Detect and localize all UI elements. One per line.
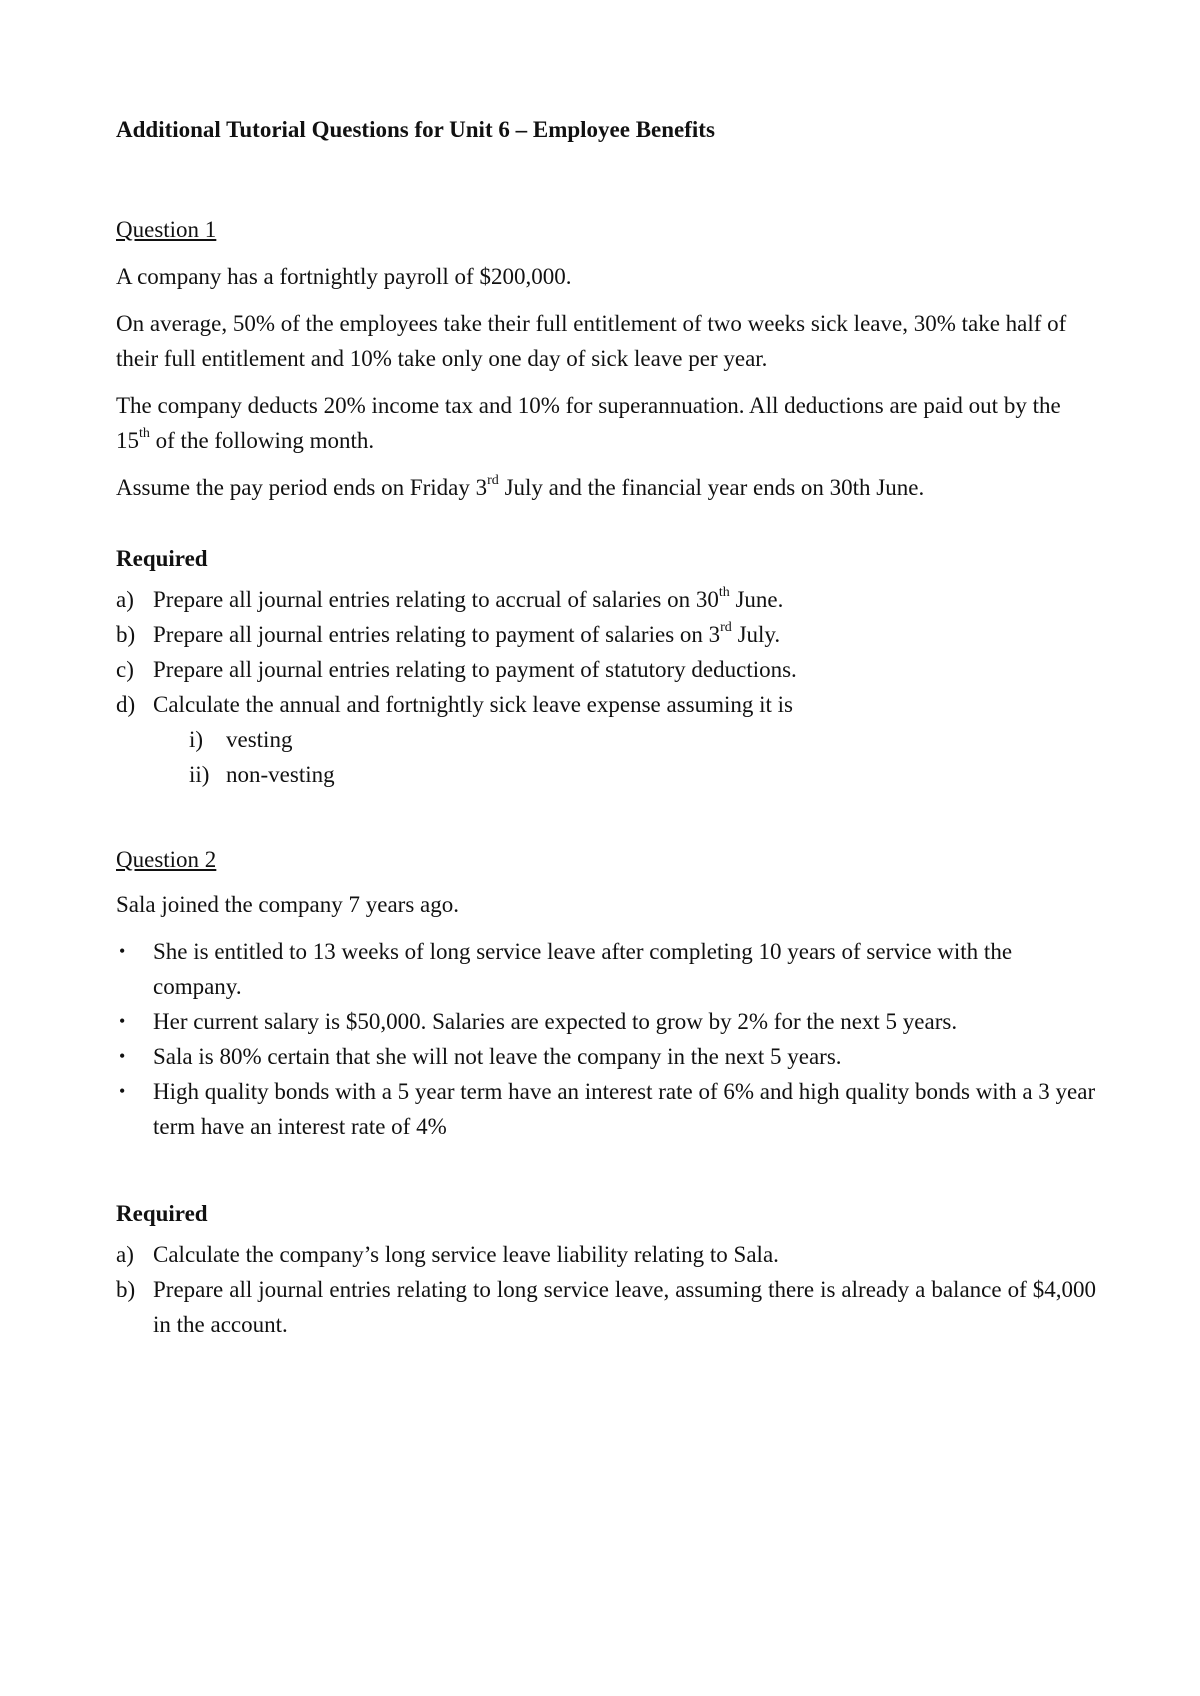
- list-marker: b): [116, 622, 136, 647]
- question-2-heading: Question 2: [116, 847, 217, 872]
- q1-required-heading: Required: [116, 546, 208, 571]
- bullet-marker: •: [119, 1011, 126, 1031]
- q2-bullet-text: Sala is 80% certain that she will not leave the company in the next 5 years.: [153, 1044, 842, 1069]
- q2-intro: Sala joined the company 7 years ago.: [116, 892, 459, 917]
- q2-required-item-a: [116, 1237, 1096, 1272]
- q1-pay-period-text-a: Assume the pay period ends on Friday 3: [116, 475, 488, 500]
- q2-bullet-list: [116, 934, 1096, 1144]
- q2-required-item-b: [116, 1272, 1096, 1342]
- q1-item-b-sup: rd: [720, 620, 732, 636]
- bullet-marker: •: [119, 1081, 126, 1101]
- q2-bullet-text: High quality bonds with a 5 year term have an interest rate of 6% and high quality bonds with a 3 year term have an interest rate of 4%: [153, 1079, 1096, 1139]
- list-marker: c): [116, 657, 134, 682]
- q1-deductions-text-b: of the following month.: [149, 428, 375, 453]
- q1-item-a-text-b: June.: [729, 587, 784, 612]
- q2-bullet-item: [116, 1004, 1096, 1039]
- q2-bullet-item: [116, 934, 1096, 1004]
- q1-pay-period-sup: rd: [487, 473, 499, 489]
- document-title: Additional Tutorial Questions for Unit 6 – Employee Benefits: [116, 117, 715, 142]
- list-marker: i): [189, 727, 204, 752]
- q2-item-b-text: Prepare all journal entries relating to long service leave, assuming there is already a balance of $4,000 in the account.: [153, 1277, 1096, 1337]
- q1-paragraph-pay-period: [116, 470, 1096, 505]
- q1-subitem-ii-text: non-vesting: [226, 762, 335, 787]
- q2-bullet-text: She is entitled to 13 weeks of long service leave after completing 10 years of service with the company.: [153, 939, 1013, 999]
- list-marker: a): [116, 1242, 134, 1267]
- q1-item-d-sublist: [189, 722, 1096, 792]
- q1-item-d-text: Calculate the annual and fortnightly sick leave expense assuming it is: [153, 692, 793, 717]
- question-1-heading: Question 1: [116, 217, 217, 242]
- q1-item-c-text: Prepare all journal entries relating to payment of statutory deductions.: [153, 657, 797, 682]
- list-marker: b): [116, 1277, 136, 1302]
- bullet-marker: •: [119, 1046, 126, 1066]
- q1-pay-period-text-b: July and the financial year ends on 30th June.: [498, 475, 925, 500]
- q1-required-item-d: [116, 687, 1096, 792]
- document-page: [116, 112, 1096, 1342]
- q1-subitem-ii: [189, 757, 1096, 792]
- q2-required-heading: Required: [116, 1201, 208, 1226]
- question-1-section: [116, 212, 1096, 792]
- list-marker: a): [116, 587, 134, 612]
- q2-bullet-item: [116, 1074, 1096, 1144]
- q1-deductions-sup: th: [139, 426, 150, 442]
- q2-required-list: [116, 1237, 1096, 1342]
- q1-item-b-text-a: Prepare all journal entries relating to payment of salaries on 3: [153, 622, 721, 647]
- q1-required-item-b: [116, 617, 1096, 652]
- q2-bullet-text: Her current salary is $50,000. Salaries are expected to grow by 2% for the next 5 years.: [153, 1009, 958, 1034]
- q1-item-b-text-b: July.: [731, 622, 781, 647]
- q1-paragraph-sick-leave: On average, 50% of the employees take their full entitlement of two weeks sick leave, 30% take half of their full entitlement and 10% take only one day of sick leave per year.: [116, 311, 1067, 371]
- q2-bullet-item: [116, 1039, 1096, 1074]
- q1-subitem-i-text: vesting: [226, 727, 293, 752]
- q1-paragraph-deductions: [116, 388, 1096, 458]
- q1-required-item-a: [116, 582, 1096, 617]
- q1-subitem-i: [189, 722, 1096, 757]
- q1-paragraph-payroll: A company has a fortnightly payroll of $200,000.: [116, 264, 572, 289]
- q1-item-a-text-a: Prepare all journal entries relating to accrual of salaries on 30: [153, 587, 719, 612]
- list-marker: ii): [189, 762, 210, 787]
- q2-item-a-text: Calculate the company’s long service leave liability relating to Sala.: [153, 1242, 779, 1267]
- list-marker: d): [116, 692, 136, 717]
- question-2-section: [116, 842, 1096, 1342]
- q1-required-list: [116, 582, 1096, 792]
- q1-required-item-c: [116, 652, 1096, 687]
- bullet-marker: •: [119, 941, 126, 961]
- q1-deductions-text-a: The company deducts 20% income tax and 10% for superannuation. All deductions are paid out by the 15: [116, 393, 1061, 453]
- q1-item-a-sup: th: [718, 585, 730, 601]
